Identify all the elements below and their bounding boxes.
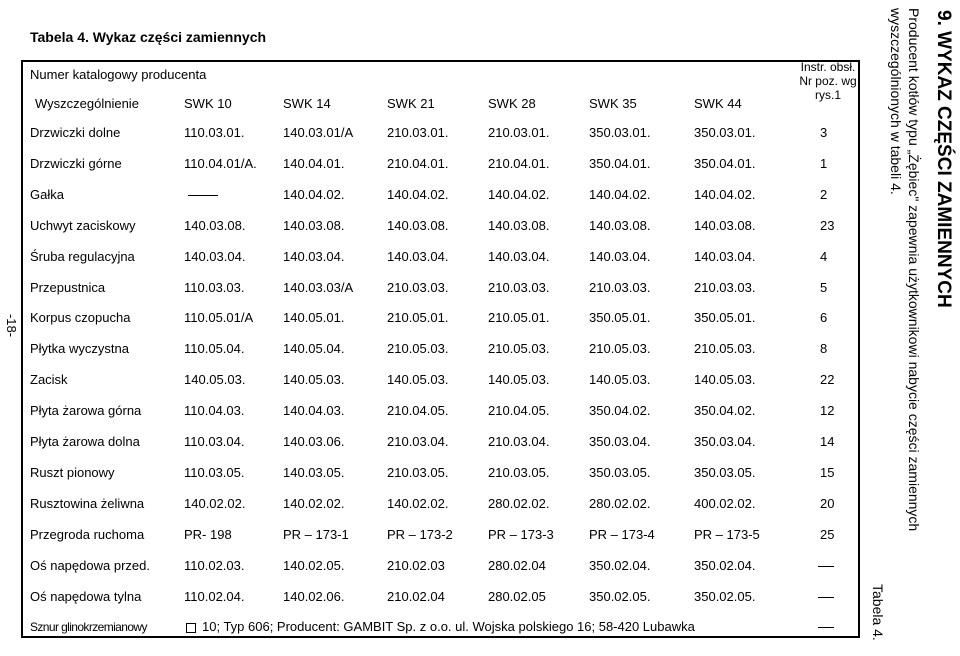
part-code: 210.03.03.	[387, 280, 449, 295]
part-code: 110.03.03.	[184, 280, 245, 295]
part-code: 140.03.04.	[589, 249, 651, 264]
position-number: 3	[820, 125, 828, 140]
part-code: 110.04.03.	[184, 403, 245, 418]
part-code: 210.05.03.	[387, 341, 449, 356]
part-code: 210.03.03.	[694, 280, 756, 295]
part-code: 140.05.03.	[387, 372, 449, 387]
part-code: 280.02.05	[488, 589, 546, 604]
part-code: 350.02.05.	[694, 589, 756, 604]
part-code: 110.03.04.	[184, 434, 245, 449]
part-code: 140.05.03.	[694, 372, 756, 387]
part-name: Ruszt pionowy	[30, 465, 115, 480]
part-code: PR – 173-3	[488, 527, 554, 542]
part-code: 140.02.06.	[283, 589, 345, 604]
part-code: 140.03.06.	[283, 434, 345, 449]
section-title: 9. WYKAZ CZĘŚCI ZAMIENNYCH	[933, 10, 954, 308]
part-code: 140.05.03.	[184, 372, 246, 387]
part-code: 350.05.01.	[589, 310, 651, 325]
part-code: 140.04.01.	[283, 156, 345, 171]
section-text-line1: Producent kotłów typu „Żębiec" zapewnia użytkownikowi nabycie części zamiennych	[906, 8, 922, 532]
part-code: 140.05.01.	[283, 310, 345, 325]
empty-code-dash	[188, 195, 218, 196]
position-number: 20	[820, 496, 835, 511]
part-code: 110.04.01/A.	[184, 156, 257, 171]
part-code: 110.02.03.	[184, 558, 245, 573]
part-code: 350.02.04.	[694, 558, 756, 573]
catalog-number-label: Numer katalogowy producenta	[30, 67, 207, 82]
part-code: 210.04.05.	[488, 403, 550, 418]
part-code: 210.05.03.	[589, 341, 651, 356]
part-name: Rusztowina żeliwna	[30, 496, 145, 511]
part-code: 140.04.02.	[283, 187, 345, 202]
part-code: 350.03.04.	[589, 434, 651, 449]
part-code: 280.02.02.	[589, 496, 651, 511]
part-code: 140.03.04.	[387, 249, 449, 264]
part-name: Śruba regulacyjna	[30, 249, 135, 264]
part-code: 210.03.01.	[387, 125, 449, 140]
part-code: 140.03.08.	[488, 218, 550, 233]
position-number: 14	[820, 434, 835, 449]
part-code: 110.02.04.	[184, 589, 245, 604]
part-name: Sznur glinokrzemianowy	[30, 620, 147, 634]
table-title: Tabela 4. Wykaz części zamiennych	[30, 29, 267, 45]
page-number: -18-	[4, 313, 20, 338]
part-name: Oś napędowa przed.	[30, 558, 150, 573]
supplier-info: 10; Typ 606; Producent: GAMBIT Sp. z o.o. ul. Wojska polskiego 16; 58-420 Lubawka	[202, 619, 695, 634]
part-code: 140.05.03.	[589, 372, 651, 387]
part-code: 210.05.03.	[694, 341, 756, 356]
part-code: PR – 173-4	[589, 527, 655, 542]
part-code: 210.02.04	[387, 589, 445, 604]
part-code: 350.04.02.	[694, 403, 756, 418]
part-code: 110.03.01.	[184, 125, 245, 140]
part-code: 210.03.03.	[488, 280, 550, 295]
part-code: 280.02.02.	[488, 496, 550, 511]
model-header-1: SWK 10	[184, 96, 232, 111]
part-code: 140.03.08.	[184, 218, 246, 233]
part-code: 350.04.01.	[589, 156, 651, 171]
part-code: 350.02.05.	[589, 589, 651, 604]
part-code: 140.05.03.	[488, 372, 550, 387]
position-number: 2	[820, 187, 828, 202]
part-code: 140.05.04.	[283, 341, 345, 356]
part-code: 110.05.04.	[184, 341, 245, 356]
part-code: 350.02.04.	[589, 558, 651, 573]
model-header-4: SWK 28	[488, 96, 536, 111]
part-code: PR- 198	[184, 527, 232, 542]
part-name: Zacisk	[30, 372, 68, 387]
part-code: 140.03.08.	[283, 218, 345, 233]
part-code: 140.02.05.	[283, 558, 345, 573]
part-code: 140.03.01/A	[283, 125, 354, 140]
part-name: Przepustnica	[30, 280, 106, 295]
position-number: 15	[820, 465, 835, 480]
empty-position-dash	[818, 566, 834, 567]
position-number: 22	[820, 372, 835, 387]
part-code: 210.03.03.	[589, 280, 651, 295]
instr-position-header: Instr. obsł. Nr poz. wg rys.1	[799, 60, 857, 102]
part-code: 140.03.04.	[488, 249, 550, 264]
part-name: Gałka	[30, 187, 64, 202]
part-code: 140.03.05.	[283, 465, 345, 480]
model-header-2: SWK 14	[283, 96, 331, 111]
part-code: 210.05.03.	[488, 341, 550, 356]
part-code: 210.04.01.	[387, 156, 449, 171]
part-code: 140.03.08.	[589, 218, 651, 233]
part-code: 140.03.08.	[387, 218, 449, 233]
empty-position-dash	[818, 627, 834, 628]
part-code: 140.03.04.	[694, 249, 756, 264]
part-name: Płytka wyczystna	[30, 341, 129, 356]
part-code: 210.04.05.	[387, 403, 449, 418]
part-code: 350.03.05.	[694, 465, 756, 480]
part-code: 280.02.04	[488, 558, 546, 573]
part-code: 210.02.03	[387, 558, 445, 573]
part-code: 110.05.01/A	[184, 310, 254, 325]
model-header-5: SWK 35	[589, 96, 637, 111]
part-code: 350.03.05.	[589, 465, 651, 480]
section-text-line2: wyszczególnionych w tabeli 4.	[888, 8, 904, 195]
position-number: 1	[820, 156, 828, 171]
table-reference: Tabela 4.	[870, 584, 886, 641]
part-code: 140.02.02.	[283, 496, 345, 511]
position-number: 23	[820, 218, 835, 233]
part-code: 350.04.01.	[694, 156, 756, 171]
model-header-6: SWK 44	[694, 96, 742, 111]
part-code: PR – 173-5	[694, 527, 760, 542]
part-code: 140.04.02.	[589, 187, 651, 202]
part-code: 210.03.05.	[488, 465, 550, 480]
part-code: 210.03.05.	[387, 465, 449, 480]
position-number: 5	[820, 280, 828, 295]
part-name: Płyta żarowa górna	[30, 403, 142, 418]
position-number: 12	[820, 403, 835, 418]
part-code: 210.04.01.	[488, 156, 550, 171]
part-code: 110.03.05.	[184, 465, 245, 480]
part-code: 210.05.01.	[387, 310, 449, 325]
part-code: 210.05.01.	[488, 310, 550, 325]
position-number: 8	[820, 341, 828, 356]
part-code: 400.02.02.	[694, 496, 756, 511]
part-code: 140.05.03.	[283, 372, 345, 387]
part-code: 140.04.02.	[488, 187, 550, 202]
part-name: Przegroda ruchoma	[30, 527, 145, 542]
part-code: 350.03.01.	[694, 125, 756, 140]
part-name: Oś napędowa tylna	[30, 589, 142, 604]
part-code: PR – 173-2	[387, 527, 453, 542]
part-code: 210.03.01.	[488, 125, 550, 140]
part-code: 350.03.04.	[694, 434, 756, 449]
part-code: 350.05.01.	[694, 310, 756, 325]
part-name: Korpus czopucha	[30, 310, 131, 325]
position-number: 4	[820, 249, 828, 264]
spec-column-header: Wyszczególnienie	[35, 96, 139, 111]
part-name: Uchwyt zaciskowy	[30, 218, 136, 233]
part-code: 350.04.02.	[589, 403, 651, 418]
part-code: 140.03.08.	[694, 218, 756, 233]
part-code: 140.03.03/A	[283, 280, 354, 295]
part-name: Płyta żarowa dolna	[30, 434, 140, 449]
part-code: 210.03.04.	[387, 434, 449, 449]
part-code: 140.03.04.	[184, 249, 246, 264]
checkbox-square-icon	[186, 623, 196, 633]
part-name: Drzwiczki dolne	[30, 125, 121, 140]
position-number: 6	[820, 310, 828, 325]
part-code: 350.03.01.	[589, 125, 651, 140]
part-name: Drzwiczki górne	[30, 156, 122, 171]
model-header-3: SWK 21	[387, 96, 435, 111]
part-code: 140.04.03.	[283, 403, 345, 418]
position-number: 25	[820, 527, 835, 542]
part-code: 140.03.04.	[283, 249, 345, 264]
part-code: 210.03.04.	[488, 434, 550, 449]
part-code: 140.02.02.	[184, 496, 246, 511]
part-code: 140.04.02.	[387, 187, 449, 202]
part-code: 140.04.02.	[694, 187, 756, 202]
empty-position-dash	[818, 597, 834, 598]
part-code: 140.02.02.	[387, 496, 449, 511]
part-code: PR – 173-1	[283, 527, 349, 542]
